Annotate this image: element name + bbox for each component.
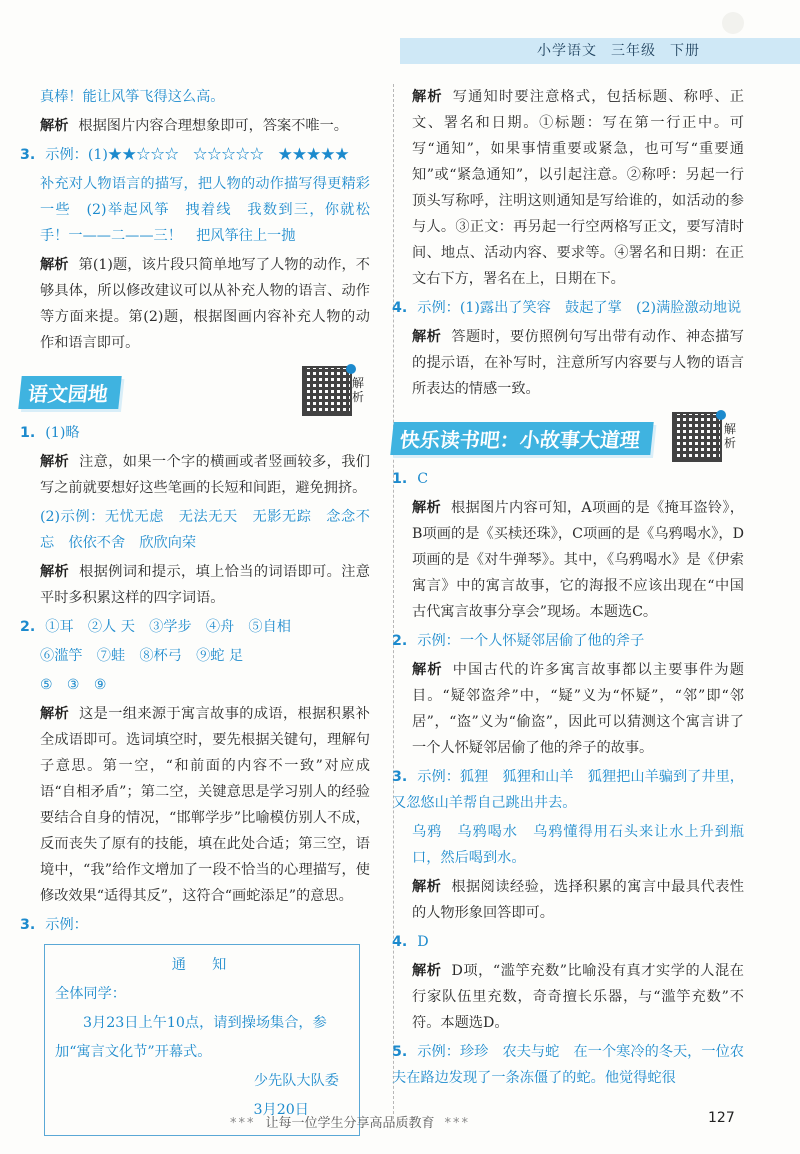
analysis-text: 根据图片内容合理想象即可，答案不唯一。	[78, 118, 348, 134]
qr-code-icon	[672, 412, 722, 462]
answer-text: 示例：	[45, 917, 88, 933]
question-number: 3.	[392, 769, 408, 785]
answer-text: (2)示例：无忧无虑 无法无天 无影无踪 念念不忘 依依不舍 欣欣向荣	[40, 509, 370, 551]
analysis-text: 答题时，要仿照例句写出带有动作、神态描写的提示语，在补写时，注意所写内容要与人物的语言所表达的情感一致。	[412, 329, 744, 397]
qr-label: 解析	[724, 422, 737, 450]
analysis-tag: 解析	[40, 454, 70, 470]
header-title	[537, 40, 714, 60]
answer-text: ⑤ ③ ⑨	[40, 677, 107, 693]
notice-date: 3月20日	[253, 1102, 309, 1118]
question-number: 2.	[392, 633, 408, 649]
answer-text: 示例：(1)露出了笑容 鼓起了掌 (2)满脸激动地说	[417, 300, 742, 316]
analysis-tag: 解析	[40, 564, 70, 580]
analysis-text: 注意，如果一个字的横画或者竖画较多，我们写之前就要想好这些笔画的长短和间距，避免拥挤。	[40, 454, 370, 496]
analysis-tag: 解析	[412, 89, 443, 105]
analysis-tag: 解析	[412, 879, 442, 895]
answer-para	[392, 628, 744, 654]
analysis-text: 根据例词和提示，填上恰当的词语即可。注意平时多积累这样的四字词语。	[40, 564, 370, 606]
qr-label: 解析	[352, 376, 365, 404]
analysis-tag: 解析	[40, 118, 69, 134]
notice-body: 3月23日上午10点，请到操场集合，参加“寓言文化节”开幕式。	[55, 1015, 327, 1060]
analysis-para	[20, 701, 370, 909]
analysis-tag: 解析	[412, 963, 442, 979]
analysis-para	[392, 874, 744, 926]
question-number: 1.	[20, 425, 36, 441]
answer-para	[392, 295, 744, 321]
analysis-tag: 解析	[412, 500, 441, 516]
notice-example-box	[44, 944, 360, 1136]
answer-text: ①耳 ②人 天 ③学步 ④舟 ⑤自相	[45, 619, 291, 635]
answer-para	[392, 929, 744, 955]
analysis-para	[20, 449, 370, 501]
answer-text: 乌鸦 乌鸦喝水 乌鸦懂得用石头来让水上升到瓶口，然后喝到水。	[412, 824, 744, 866]
play-badge-icon	[346, 364, 356, 374]
answer-text: 补充对人物语言的描写，把人物的动作描写得更精彩一些 (2)举起风筝 拽着线 我数到三，你就松手！一——二——三！ 把风筝往上一抛	[40, 176, 370, 244]
footer-text: 让每一位学生分享高品质教育	[265, 1116, 435, 1131]
section-header-yuwen-yuandi	[20, 366, 370, 414]
question-number: 1.	[392, 471, 408, 487]
analysis-text: 中国古代的许多寓言故事都以主要事件为题目。“疑邻盗斧”中，“疑”义为“怀疑”，“邻”即“邻居”，“盗”义为“偷盗”，因此可以猜测这个寓言讲了一个人怀疑邻居偷了他的斧子的故事。	[412, 662, 744, 756]
question-number: 4.	[392, 934, 408, 950]
answer-para	[20, 912, 370, 938]
analysis-tag: 解析	[40, 706, 70, 722]
header-subject: 小学语文	[537, 43, 597, 59]
answer-para	[20, 614, 370, 640]
notice-signer: 少先队大队委	[253, 1073, 339, 1089]
analysis-tag: 解析	[40, 257, 69, 273]
answer-text: 示例：狐狸 狐狸和山羊 狐狸把山羊骗到了井里，又忽悠山羊帮自己跳出井去。	[392, 769, 744, 811]
question-number: 3.	[20, 147, 36, 163]
footer-slogan	[220, 1112, 480, 1131]
footer-stars-left: ***	[230, 1116, 256, 1131]
analysis-para	[20, 559, 370, 611]
section-title: 语文园地	[18, 376, 121, 409]
notice-title: 通 知	[171, 957, 233, 973]
section-header-kuaile-dushuba	[392, 412, 744, 460]
section-title: 快乐读书吧：小故事大道理	[390, 422, 653, 455]
answer-para	[20, 420, 370, 446]
footer-stars-right: ***	[444, 1116, 471, 1131]
analysis-text: 这是一组来源于寓言故事的成语，根据积累补全成语即可。选词填空时，要先根据关键句，理解句子意思。第一空，“和前面的内容不一致”对应成语“自相矛盾”；第二空，关键意思是学习别人的经验要结合自身的情况，“邯郸学步”比喻模仿别人不成，反而丧失了原有的技能，填在此处合适；第三空，语境中，“我”给作文增加了一段不恰当的心理描写，使修改效果“适得其反”，这符合“画蛇添足”的意思。	[40, 706, 370, 904]
analysis-text: 第(1)题，该片段只简单地写了人物的动作，不够具体，所以修改建议可以从补充人物的语言、动作等方面来提。第(2)题，根据图画内容补充人物的动作和语言即可。	[40, 257, 370, 351]
question-number: 2.	[20, 619, 36, 635]
analysis-para	[392, 324, 744, 402]
answer-para	[392, 1039, 744, 1091]
analysis-text: 写通知时要注意格式，包括标题、称呼、正文、署名和日期。①标题：写在第一行正中。可写“通知”，如果事情重要或紧急，也可写“重要通知”或“紧急通知”，以引起注意。②称呼：另起一行顶头写称呼，注明这则通知是写给谁的，如活动的参与人。③正文：再另起一行空两格写正文，要写清时间、地点、活动内容、要求等。④署名和日期：在正文右下方，署名在上，日期在下。	[412, 89, 744, 287]
question-number: 3.	[20, 917, 36, 933]
analysis-text: 根据图片内容可知，A项画的是《掩耳盗铃》，B项画的是《买椟还珠》，C项画的是《乌鸦喝水》，D项画的是《对牛弹琴》。其中，《乌鸦喝水》是《伊索寓言》中的寓言故事，它的海报不应该出现在“中国古代寓言故事分享会”现场。本题选C。	[412, 500, 744, 620]
answer-para	[392, 466, 744, 492]
answer-para	[392, 764, 744, 816]
qr-code-icon	[302, 366, 352, 416]
analysis-tag: 解析	[412, 662, 443, 678]
analysis-para	[20, 113, 370, 139]
analysis-tag: 解析	[412, 329, 442, 345]
answer-text: 示例：(1)★★☆☆☆ ☆☆☆☆☆ ★★★★★	[45, 147, 350, 163]
answer-text: 真棒！能让风筝飞得这么高。	[40, 89, 225, 105]
answer-para	[20, 142, 370, 168]
answer-text: C	[417, 471, 429, 487]
left-column	[20, 84, 370, 1136]
header-term: 下册	[670, 43, 700, 59]
analysis-para	[20, 252, 370, 356]
analysis-text: 根据阅读经验，选择积累的寓言中最具代表性的人物形象回答即可。	[412, 879, 744, 921]
answer-text: D	[417, 934, 429, 950]
answer-text: 示例：一个人怀疑邻居偷了他的斧子	[417, 633, 645, 649]
corner-mark	[722, 12, 744, 34]
question-number: 5.	[392, 1044, 408, 1060]
page-number: 127	[708, 1110, 735, 1126]
answer-text: 示例：珍珍 农夫与蛇 在一个寒冷的冬天，一位农夫在路边发现了一条冻僵了的蛇。他觉得蛇很	[392, 1044, 744, 1086]
analysis-para	[392, 84, 744, 292]
answer-text: ⑥滥竽 ⑦蛙 ⑧杯弓 ⑨蛇 足	[40, 648, 244, 664]
notice-salutation: 全体同学：	[55, 986, 126, 1002]
analysis-para	[392, 495, 744, 625]
header-grade: 三年级	[611, 43, 656, 59]
analysis-para	[392, 657, 744, 761]
question-number: 4.	[392, 300, 408, 316]
answer-text: (1)略	[45, 425, 80, 441]
analysis-text: D项，“滥竽充数”比喻没有真才实学的人混在行家队伍里充数，奇奇擅长乐器，与“滥竽充数”不符。本题选D。	[412, 963, 744, 1031]
right-column	[392, 84, 744, 1094]
analysis-para	[392, 958, 744, 1036]
play-badge-icon	[716, 410, 726, 420]
